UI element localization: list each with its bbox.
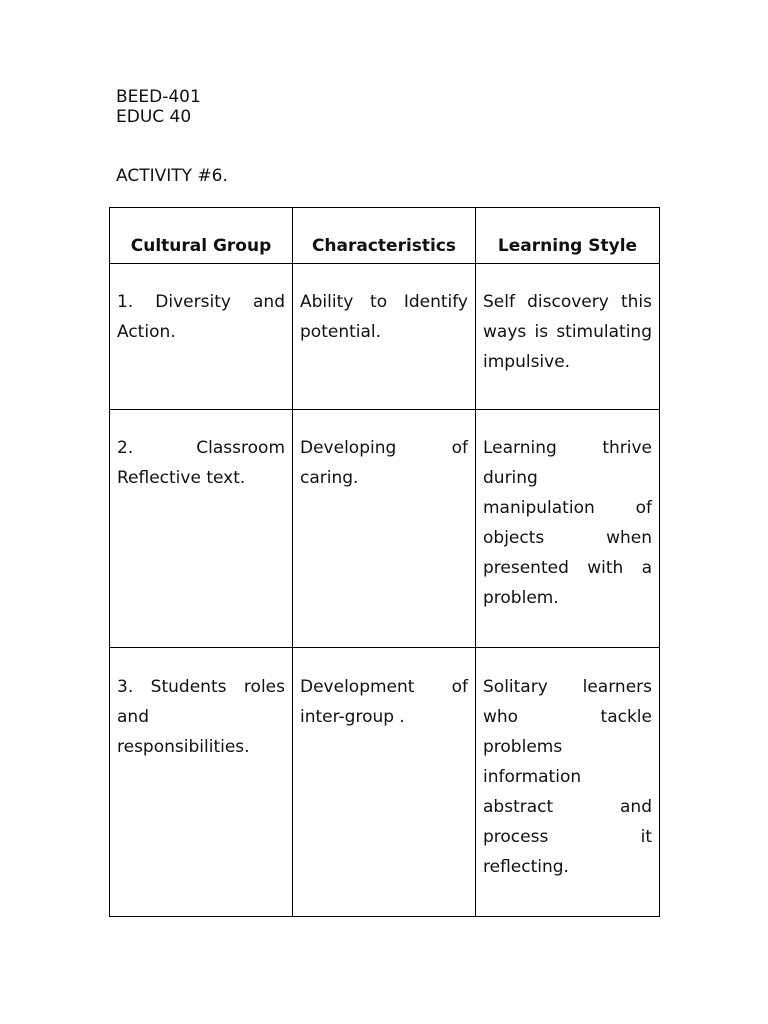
table-row	[110, 648, 660, 917]
course-name: EDUC 40	[116, 107, 192, 127]
column-header-cultural-group: Cultural Group	[110, 208, 293, 264]
table-row	[110, 410, 660, 648]
cell-cultural-group: 1. Diversity and Action.	[110, 264, 293, 410]
cell-learning-style: Self discovery this ways is stimulating impulsive.	[476, 264, 660, 410]
cell-cultural-group: 3. Students roles and responsibilities.	[110, 648, 293, 917]
cell-characteristics: Developing of caring.	[293, 410, 476, 648]
activity-table	[109, 207, 660, 917]
cell-learning-style: Solitary learners who tackle problems information abstract and process it reflecting.	[476, 648, 660, 917]
cell-cultural-group: 2. Classroom Reflective text.	[110, 410, 293, 648]
column-header-learning-style: Learning Style	[476, 208, 660, 264]
activity-title: ACTIVITY #6.	[116, 166, 228, 186]
table-row	[110, 264, 660, 410]
course-code: BEED-401	[116, 87, 201, 107]
cell-characteristics: Ability to Identify potential.	[293, 264, 476, 410]
column-header-characteristics: Characteristics	[293, 208, 476, 264]
cell-learning-style: Learning thrive during manipulation of objects when presented with a problem.	[476, 410, 660, 648]
cell-characteristics: Development of inter-group .	[293, 648, 476, 917]
table-header-row	[110, 208, 660, 264]
